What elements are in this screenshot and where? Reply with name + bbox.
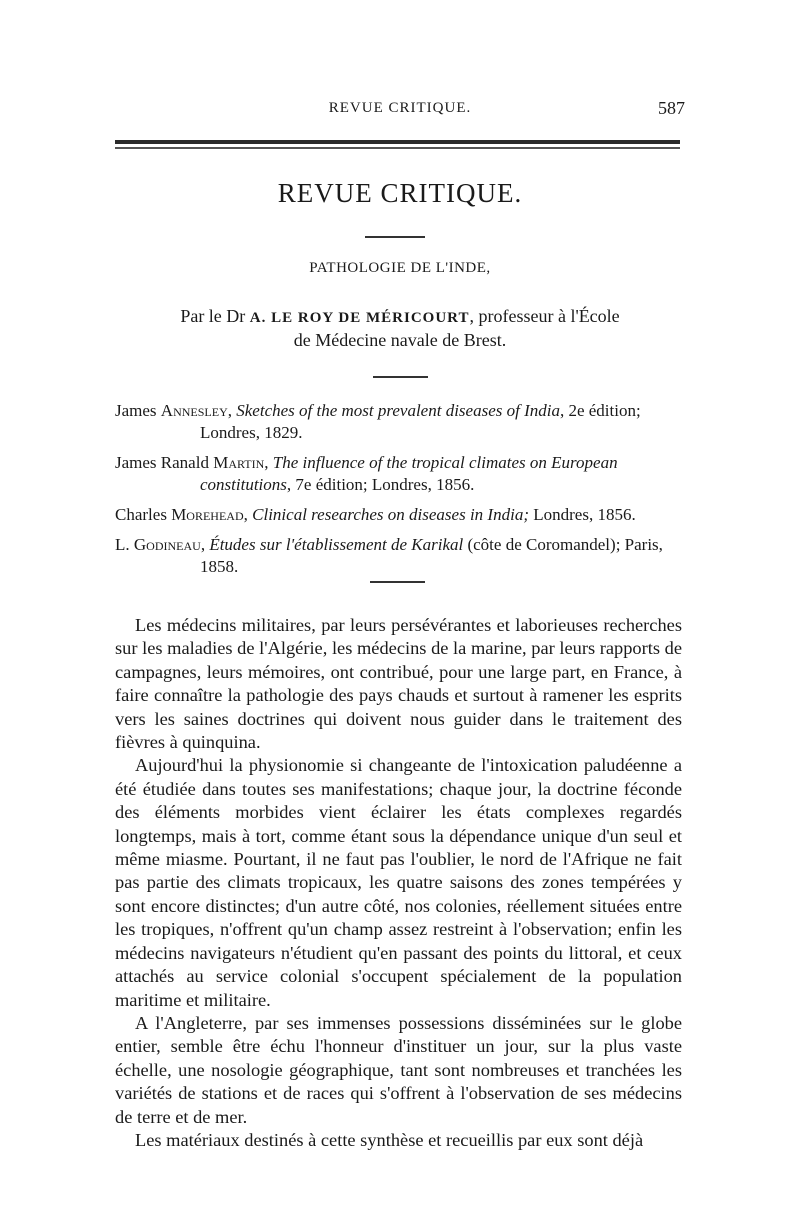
article-title: REVUE CRITIQUE. xyxy=(277,178,523,208)
reference-author-last: Godineau xyxy=(133,535,201,554)
reference-author-first: Charles xyxy=(115,505,167,524)
reference-title: Études sur l'établissement de Karikal xyxy=(209,535,464,554)
paragraph: Les matériaux destinés à cette synthèse et recueillis par eux sont déjà xyxy=(135,1129,644,1150)
byline xyxy=(0,306,800,327)
byline-divider xyxy=(373,376,428,378)
paragraph: Les médecins militaires, par leurs persévérantes et laborieuses recherches sur les maladies de l'Algérie, les médecins de la marine, par leurs rapports de campagnes, leurs mémoires, ont contribué, pour une large part, en France, à faire connaître la pathologie des pays chauds et surtout à ramener les esprits vers les saines doctrines qui doivent nous guider dans le traitement des fièvres à quinquina. xyxy=(115,615,682,753)
byline-affiliation: de Médecine navale de Brest. xyxy=(293,330,507,350)
reference-author-last: Annesley xyxy=(160,401,228,420)
byline-prefix: Par le Dr xyxy=(180,306,246,326)
reference-author-last: Morehead xyxy=(171,505,244,524)
running-title: REVUE CRITIQUE. xyxy=(328,100,472,116)
title-divider xyxy=(365,236,425,238)
header-rule-secondary xyxy=(115,147,680,149)
reference-author-first: James Ranald xyxy=(115,453,209,472)
reference-details: Londres, 1856. xyxy=(528,505,636,524)
reference-details: , 7e édition; Londres, 1856. xyxy=(286,475,475,494)
article-subtitle: PATHOLOGIE DE L'INDE, xyxy=(309,260,491,276)
paragraph: Aujourd'hui la physionomie si changeante de l'intoxication paludéenne a été étudiée dans toutes ses manifestations; chaque jour, la doctrine féconde des éléments morbides vient éclairer les états complexes regardés longtemps, mais à tort, comme étant sous la dépendance unique d'un seul et même miasme. Pourtant, il ne faut pas l'oublier, le nord de l'Afrique ne fait pas partie des climats tropicaux, les quatre saisons des zones tempérées y sont encore distinctes; d'un autre côté, nos colonies, réellement situées entre les tropiques, n'offrent qu'un champ assez restreint à l'observation; enfin les médecins navigateurs n'étudient qu'en passant des points du littoral, et ceux attachés au service colonial s'occupent spécialement de la population maritime et militaire. xyxy=(115,755,682,1010)
paragraph: A l'Angleterre, par ses immenses possessions disséminées sur le globe entier, semble être échu l'honneur d'instituer un jour, sur la plus vaste échelle, une nosologie géographique, tant sont nombreuses et tranchées les variétés de stations et de races qui s'offrent à l'observation de ses médecins de terre et de mer. xyxy=(115,1012,682,1127)
reference-title: The influence of the tropical climates on European constitutions xyxy=(200,453,618,494)
author-name: A. LE ROY DE MÉRICOURT xyxy=(249,310,470,326)
references-divider xyxy=(370,581,425,583)
reference-author-first: James xyxy=(115,401,157,420)
reference-item: James Ranald Martin, The influence of the tropical climates on European constitutions, 7e édition; Londres, 1856. xyxy=(115,453,618,494)
running-head xyxy=(115,100,685,122)
byline-suffix: , professeur à l'École xyxy=(469,306,620,326)
reference-details: (côte de Coromandel); Paris, 1858. xyxy=(200,535,663,576)
reference-item: James Annesley, Sketches of the most prevalent diseases of India, 2e édition; Londres, 1829. xyxy=(115,401,641,442)
article-body xyxy=(115,614,682,1152)
reference-item: Charles Morehead, Clinical researches on diseases in India; Londres, 1856. xyxy=(115,505,636,524)
page-number: 587 xyxy=(658,98,685,118)
reference-item: L. Godineau, Études sur l'établissement de Karikal (côte de Coromandel); Paris, 1858. xyxy=(115,535,663,576)
reference-title: Sketches of the most prevalent diseases of India xyxy=(236,401,560,420)
reference-author-last: Martin xyxy=(213,453,265,472)
reference-details: , 2e édition; Londres, 1829. xyxy=(200,401,641,442)
reference-list xyxy=(115,400,685,586)
reference-author-first: L. xyxy=(115,535,130,554)
reference-title: Clinical researches on diseases in India; xyxy=(252,505,529,524)
header-rule xyxy=(115,140,680,144)
